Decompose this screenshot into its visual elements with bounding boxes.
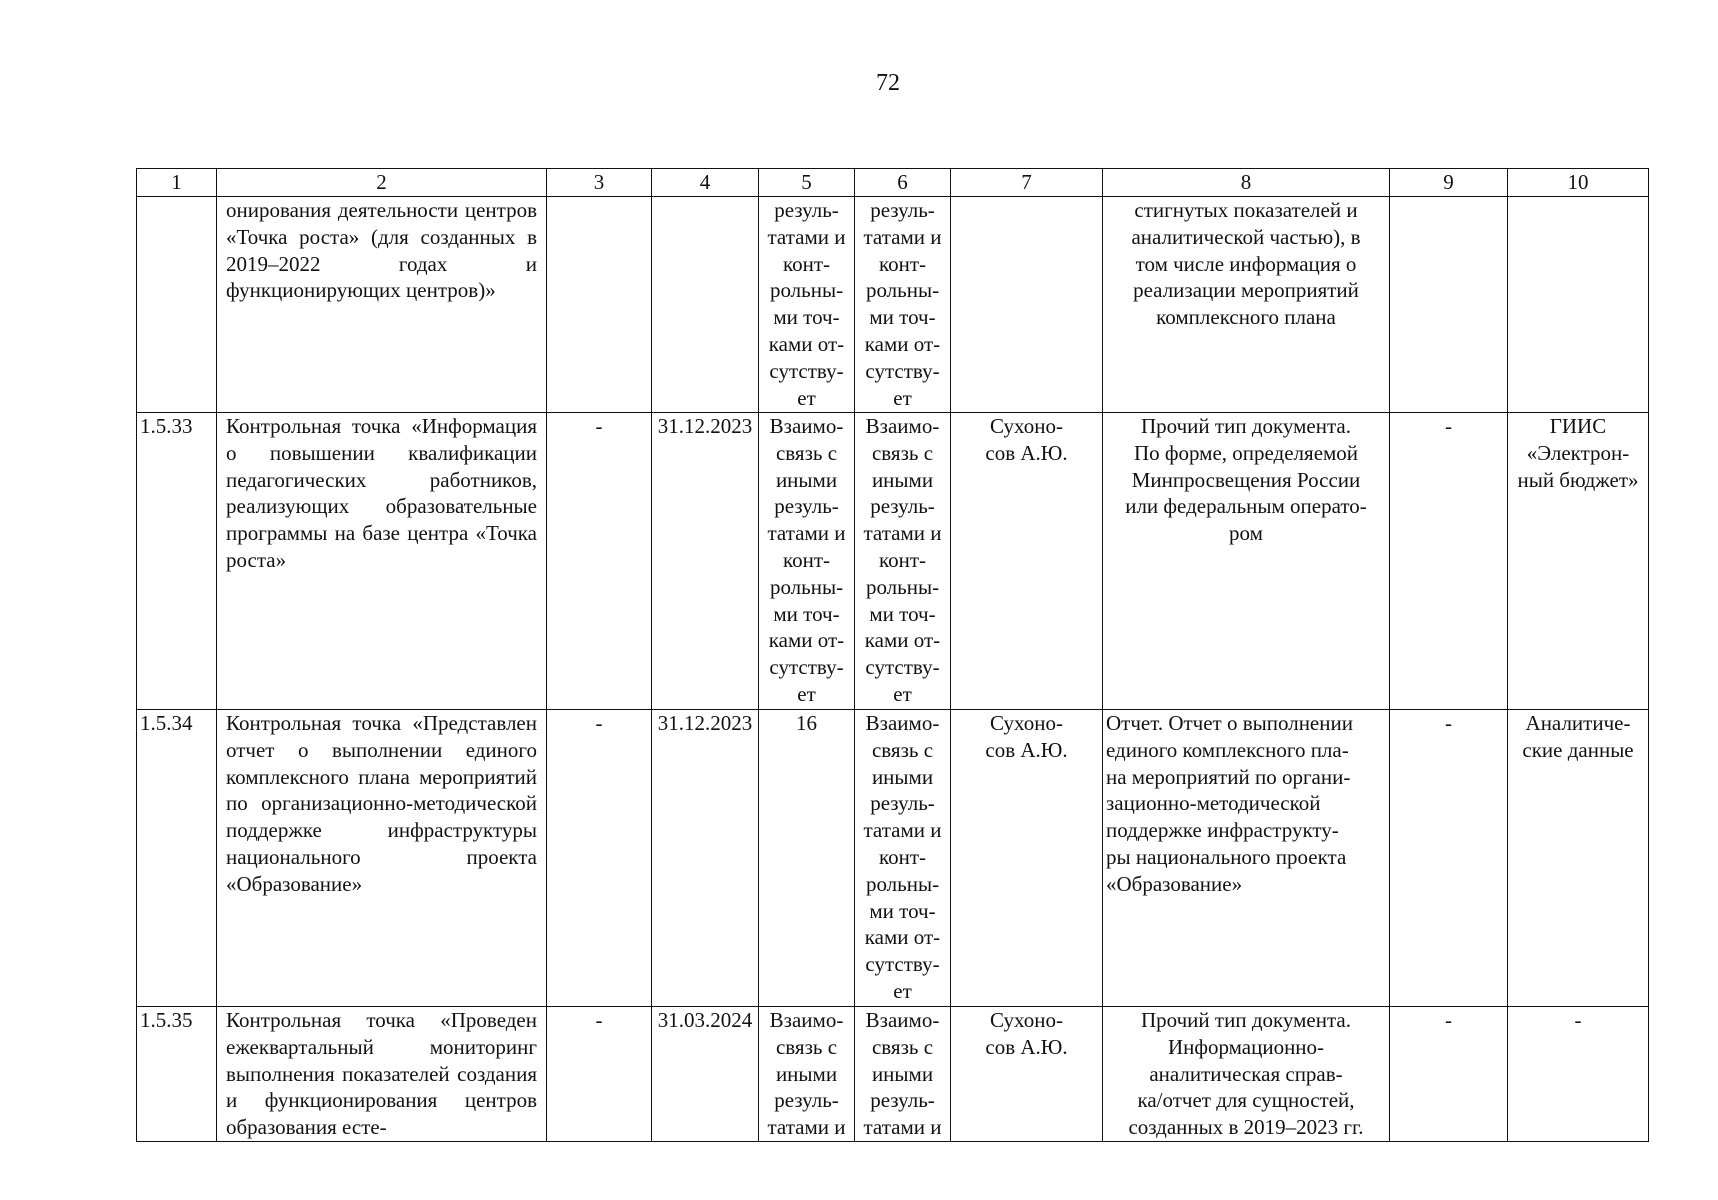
- table-row: [137, 1007, 1649, 1142]
- text-line: аналитической частью), в: [1131, 224, 1361, 249]
- document-type: [1103, 197, 1390, 413]
- task-name: Контрольная точка «Проведен ежеквартальный мониторинг выполнения показателей создания и функционирования центров образования есте-: [217, 1007, 547, 1142]
- text-line: рольны-: [865, 278, 940, 303]
- text-line: реализации мероприятий: [1133, 278, 1359, 303]
- info-system: [1508, 710, 1649, 1007]
- responsible-person: [951, 710, 1103, 1007]
- task-name: Контрольная точка «Информация о повышении квалификации педагогических работников, реализующих образовательные программы на базе центра «Точка роста»: [217, 413, 547, 710]
- text-line: единого комплексного пла-: [1106, 737, 1349, 762]
- text-line: связь с: [871, 440, 934, 465]
- text-line: иными: [775, 467, 838, 492]
- text-line: сутству-: [769, 358, 844, 383]
- text-line: ками от-: [864, 628, 941, 653]
- text-line: ками от-: [864, 925, 941, 950]
- text-line: ет: [893, 385, 912, 410]
- text-line: зационно-методической: [1106, 791, 1321, 816]
- text-line: По форме, определяемой: [1133, 440, 1359, 465]
- table-row: [137, 413, 1649, 710]
- text-line: ный бюджет»: [1517, 467, 1639, 492]
- header-cell: 10: [1508, 169, 1649, 197]
- text-line: связь с: [871, 737, 934, 762]
- text-line: сов А.Ю.: [985, 1034, 1068, 1059]
- text-line: татами и: [863, 1115, 942, 1140]
- text-line: татами и: [767, 1115, 846, 1140]
- header-cell: 8: [1103, 169, 1390, 197]
- header-cell: 9: [1390, 169, 1508, 197]
- text-line: резуль-: [774, 198, 839, 222]
- text-line: Сухоно-: [990, 1008, 1063, 1032]
- text-line: «Электрон-: [1526, 440, 1630, 465]
- text-line: ками от-: [768, 628, 845, 653]
- text-line: ми точ-: [869, 898, 936, 923]
- deadline-date: [652, 197, 759, 413]
- text-line: сутству-: [865, 358, 940, 383]
- text-line: иными: [871, 1061, 934, 1086]
- text-line: созданных в 2019–2023 гг.: [1128, 1115, 1364, 1140]
- text-line: резуль-: [870, 1088, 935, 1113]
- relation-cell: [855, 413, 951, 710]
- cell-col3: -: [547, 1007, 652, 1142]
- text-line: стигнутых показателей и: [1134, 198, 1358, 222]
- text-line: комплексного плана: [1156, 305, 1336, 330]
- text-line: Минпросвещения России: [1131, 467, 1361, 492]
- text-line: 16: [796, 711, 817, 735]
- text-line: конт-: [782, 547, 831, 572]
- text-line: Прочий тип документа.: [1141, 1008, 1351, 1032]
- text-line: иными: [871, 467, 934, 492]
- text-line: резуль-: [870, 494, 935, 519]
- text-line: ками от-: [864, 331, 941, 356]
- text-line: сутству-: [865, 655, 940, 680]
- deadline-date: 31.03.2024: [652, 1007, 759, 1142]
- page-number: 72: [876, 70, 900, 96]
- text-line: Взаимо-: [865, 1008, 940, 1032]
- text-line: рольны-: [769, 574, 844, 599]
- text-line: конт-: [782, 251, 831, 276]
- info-system: -: [1508, 1007, 1649, 1142]
- text-line: поддержке инфраструкту-: [1106, 818, 1339, 843]
- cell-col3: -: [547, 710, 652, 1007]
- text-line: том числе информация о: [1135, 251, 1357, 276]
- header-cell: 6: [855, 169, 951, 197]
- header-cell: 3: [547, 169, 652, 197]
- text-line: рольны-: [769, 278, 844, 303]
- text-line: ми точ-: [869, 601, 936, 626]
- text-line: связь с: [775, 1034, 838, 1059]
- row-number: 1.5.33: [137, 413, 217, 710]
- document-type: [1103, 413, 1390, 710]
- relation-cell: [855, 710, 951, 1007]
- cell-col9: [1390, 197, 1508, 413]
- text-line: Сухоно-: [990, 414, 1063, 438]
- responsible-person: [951, 413, 1103, 710]
- text-line: аналитическая справ-: [1149, 1061, 1343, 1086]
- header-cell: 2: [217, 169, 547, 197]
- text-line: ГИИС: [1549, 414, 1607, 438]
- text-line: сутству-: [769, 655, 844, 680]
- row-number: 1.5.34: [137, 710, 217, 1007]
- responsible-person: [951, 197, 1103, 413]
- text-line: «Образование»: [1106, 871, 1243, 896]
- text-line: ми точ-: [773, 305, 840, 330]
- text-line: резуль-: [870, 791, 935, 816]
- relation-cell: [855, 197, 951, 413]
- task-name: онирования деятельности центров «Точка роста» (для созданных в 2019–2022 годах и функционирующих центров)»: [217, 197, 547, 413]
- text-line: резуль-: [774, 494, 839, 519]
- text-line: Взаимо-: [769, 414, 844, 438]
- text-line: конт-: [878, 251, 927, 276]
- text-line: татами и: [767, 224, 846, 249]
- text-line: Информационно-: [1167, 1034, 1325, 1059]
- text-line: ет: [893, 978, 912, 1003]
- text-line: рольны-: [865, 871, 940, 896]
- text-line: ром: [1229, 521, 1263, 546]
- text-line: Сухоно-: [990, 711, 1063, 735]
- deadline-date: 31.12.2023: [652, 710, 759, 1007]
- text-line: ми точ-: [869, 305, 936, 330]
- text-line: Отчет. Отчет о выполнении: [1106, 711, 1353, 735]
- relation-cell: [759, 197, 855, 413]
- header-cell: 5: [759, 169, 855, 197]
- text-line: татами и: [863, 521, 942, 546]
- header-cell: 1: [137, 169, 217, 197]
- responsible-person: [951, 1007, 1103, 1142]
- text-line: Взаимо-: [865, 711, 940, 735]
- text-line: ка/отчет для сущностей,: [1137, 1088, 1355, 1113]
- relation-cell: [855, 1007, 951, 1142]
- relation-cell: [759, 413, 855, 710]
- text-line: Взаимо-: [769, 1008, 844, 1032]
- text-line: рольны-: [865, 574, 940, 599]
- document-type: [1103, 710, 1390, 1007]
- text-line: связь с: [775, 440, 838, 465]
- table-row: [137, 710, 1649, 1007]
- text-line: конт-: [878, 844, 927, 869]
- cell-col3: [547, 197, 652, 413]
- text-line: Взаимо-: [865, 414, 940, 438]
- plan-table: [136, 168, 1649, 1142]
- text-line: ми точ-: [773, 601, 840, 626]
- text-line: резуль-: [774, 1088, 839, 1113]
- text-line: сов А.Ю.: [985, 737, 1068, 762]
- text-line: сутству-: [865, 952, 940, 977]
- text-line: конт-: [878, 547, 927, 572]
- cell-col9: -: [1390, 413, 1508, 710]
- table-header-row: [137, 169, 1649, 197]
- text-line: ет: [893, 681, 912, 706]
- text-line: связь с: [871, 1034, 934, 1059]
- text-line: татами и: [863, 224, 942, 249]
- table-row: [137, 197, 1649, 413]
- text-line: татами и: [863, 818, 942, 843]
- text-line: на мероприятий по органи-: [1106, 764, 1351, 789]
- text-line: ет: [797, 385, 816, 410]
- row-number: [137, 197, 217, 413]
- text-line: ры национального проекта: [1106, 844, 1347, 869]
- text-line: Прочий тип документа.: [1141, 414, 1351, 438]
- info-system: [1508, 413, 1649, 710]
- header-cell: 4: [652, 169, 759, 197]
- deadline-date: 31.12.2023: [652, 413, 759, 710]
- cell-col3: -: [547, 413, 652, 710]
- text-line: татами и: [767, 521, 846, 546]
- text-line: Аналитиче-: [1525, 711, 1631, 735]
- text-line: или федеральным операто-: [1125, 494, 1367, 519]
- text-line: ет: [797, 681, 816, 706]
- text-line: ками от-: [768, 331, 845, 356]
- text-line: ские данные: [1522, 737, 1634, 762]
- relation-cell: [759, 710, 855, 1007]
- text-line: сов А.Ю.: [985, 440, 1068, 465]
- info-system: [1508, 197, 1649, 413]
- header-cell: 7: [951, 169, 1103, 197]
- text-line: иными: [775, 1061, 838, 1086]
- cell-col9: -: [1390, 1007, 1508, 1142]
- text-line: резуль-: [870, 198, 935, 222]
- text-line: иными: [871, 764, 934, 789]
- relation-cell: [759, 1007, 855, 1142]
- document-type: [1103, 1007, 1390, 1142]
- task-name: Контрольная точка «Представлен отчет о выполнении единого комплексного плана мероприятий по организационно-методической поддержке инфраструктуры национального проекта «Образование»: [217, 710, 547, 1007]
- row-number: 1.5.35: [137, 1007, 217, 1142]
- cell-col9: -: [1390, 710, 1508, 1007]
